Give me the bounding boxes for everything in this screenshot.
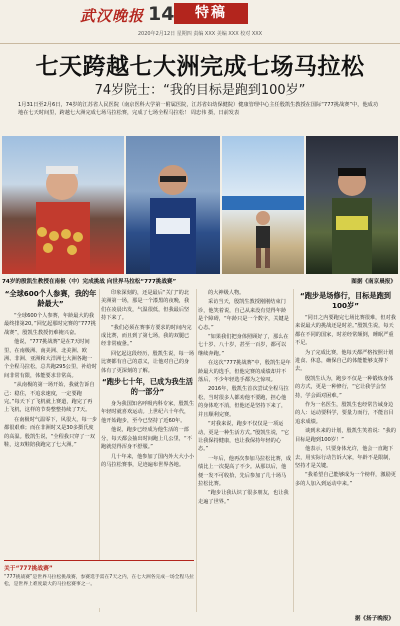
byline: 据《扬子晚报》 [354, 616, 394, 622]
paragraph: “全球600个人参赛，年龄最大的我最终排第20。”回忆起那时完赛的“777挑战赛”，殷凯生教授仍难掩兴奋。 [4, 313, 96, 336]
paragraph: 他说，“777挑战赛”是在7天时间里，在南极洲、南美洲、北美洲、欧洲、非洲、亚洲和大洋洲七大洲各跑一个全程马拉松，总共跑295公里，补给时间非常有限，体能要求非常高。 [4, 339, 97, 379]
section-label: 特稿 [174, 3, 248, 24]
headline: 七天跨越七大洲完成七场马拉松 [35, 54, 365, 80]
photo-caption: 74岁的殷凯生教授在南极（中）完成挑战 向世界马拉松“777挑战赛” [2, 279, 177, 285]
paper-name: 武汉晚报 [80, 7, 145, 25]
photo-runner-medals-illustration [2, 136, 124, 274]
sidebar-title: 关于“777挑战赛” [4, 566, 53, 572]
paragraph: “我们必须在赛事方要求的时间内完成比赛，而且到了第七场，我的双腿已经非常疲惫。” [101, 324, 192, 348]
paragraph: 作为一名医生，殷凯生也经常告诫身边的人：运动要科学，要量力而行，不能盲目追求成绩。 [295, 402, 394, 425]
photo-runner-sunglasses [126, 136, 220, 274]
paragraph: 采访当天，殷凯生教授刚刚结束门诊，他笑着说，自己从来没有觉得年龄是个障碍，“年龄只是一个数字，关键是心态。” [198, 299, 289, 331]
photo-credit: 图据《南京晨报》 [351, 279, 396, 285]
paragraph: “从南极的第一场开始，我就告诉自己：稳住，不追求速度，一定要跑完。”每天下了飞机就上赛道，跑完了再上飞机，这样的节奏整整持续了7天。 [4, 382, 95, 414]
paragraph: 回忆起这段经历，殷凯生说，每一场比赛都有自己的意义，让他对自己的身体有了更深刻的了解。 [101, 350, 194, 374]
lead-paragraph: 1月31日至2月6日，74岁的江苏省人民医院（南京医科大学第一附属医院，江苏省妇幼保健院）健康管理中心主任殷凯生教授在国际“777挑战赛”中，他成功地在七天时间里，跨越七大洲完成七场马拉松赛，完成了七场全程马拉松！ 周忠伟 摄，日前发表 [18, 102, 379, 117]
paragraph: 为了完成比赛，他每天都严格按照计划进食、休息，确保自己的体能能够支撑下去。 [295, 349, 394, 373]
paragraph: “同日之内要跑完七场比赛很难，但对我来说最大的挑战还是时差。”殷凯生说，每天都在不同的国家，时差经常颠倒，睡眠严重不足。 [295, 315, 396, 347]
column-divider [196, 289, 197, 612]
photo-runner-medals [2, 136, 124, 274]
section-subtitle: “跑步是场修行，目标是跑到100岁” [300, 291, 391, 310]
paragraph: 几十年来，他参加了国内外大大小小的马拉松赛事，足迹遍布世界各地。 [101, 453, 194, 468]
paragraph: 2016年，殷凯生首次尝试全程马拉松，当时很多人都劝他不要跑，担心他的身体吃不消，但他还是坚持下来了，并且顺利完赛。 [198, 386, 289, 418]
paragraph: 谈到未来的计划，殷凯生笑着说：“我的目标是跑到100岁！” [295, 428, 396, 443]
paragraph: “我希望自己能够成为一个榜样，激励更多的人加入到运动中来。” [295, 472, 396, 487]
paragraph: 身为我国知名呼吸内科专家，殷凯生年轻时就喜欢运动。上世纪六十年代，他开始跑步，至今已坚持了近60年。 [101, 401, 194, 424]
photo-runner-night [306, 136, 398, 274]
paragraph: “如果我们把身体照顾好了，那么在七十岁、八十岁，甚至一百岁，都可以继续奔跑。” [198, 334, 289, 357]
article-column-3 [198, 289, 291, 612]
sidebar-text: “777挑战赛”是世界马拉松挑战赛，参赛选手需在7天之内，在七大洲各完成一场全程马拉松，是世界上难度最大的马拉松赛事之一。 [4, 575, 194, 587]
header-meta: 2020年2月12日 星期四 责编 XXX 美编 XXX 校对 XXX [137, 31, 263, 37]
subheadline: 74岁院士：“我的目标是跑到100岁” [94, 83, 306, 98]
sidebar-box [4, 560, 194, 608]
paragraph: 殷凯生认为，跑步不仅是一种锻炼身体的方式，更是一种修行，“它让我学会坚持，学会面对困难。” [295, 375, 394, 399]
paragraph: 印象深刻的，还是最后“关门”的北美洲第一场，那是一个漆黑的夜晚，我们在凌晨出发，气温很低，但我最后坚持下来了。 [101, 290, 190, 322]
page-number: 14 [148, 3, 175, 25]
paragraph: “对我来说，跑步不仅仅是一项运动，更是一种生活方式。”殷凯生说，“它让我保持健康，也让我保持年轻的心态。” [198, 421, 289, 453]
section-subtitle: “全球600个人参赛，我的年龄最大” [4, 289, 97, 308]
paragraph: 他说，跑步已经成为他生活的一部分，每天都会抽出时间跑上几公里，“不跑就觉得浑身不舒服。” [101, 427, 192, 451]
paragraph: 在南极时气温零下，风很大，每一步都很艰难；而在非洲时又是30多摄氏度的高温。殷凯生说，“全程我只穿了一双鞋，这双鞋陪我跑完了七大洲。” [4, 416, 97, 449]
section-subtitle: “跑步七十年，已成为我生活的一部分” [102, 377, 193, 397]
paragraph: 在这次“777挑战赛”中，殷凯生是年龄最大的选手，但他完赛的成绩却并不落后，不少年轻选手都为之惊叹。 [198, 360, 291, 384]
article-column-4 [295, 289, 396, 612]
photo-runner-sunglasses-illustration [126, 136, 220, 274]
paragraph: 一年后，他再次参加马拉松比赛，成绩比上一次提高了不少。从那以后，他便一发不可收拾，先后参加了几十场马拉松比赛。 [198, 455, 291, 487]
paragraph: 他表示，只要身体允许，他会一直跑下去，用实际行动告诉大家，年龄不是限制，坚持才是关键。 [295, 446, 394, 469]
column-divider [293, 289, 294, 612]
photo-runner-finish [222, 136, 304, 274]
photo-runner-finish-illustration [222, 136, 304, 274]
paragraph: 的大神级人物。 [208, 290, 245, 296]
paragraph: “跑步让我认识了很多朋友，也让我走遍了世界。” [198, 490, 289, 505]
page-header [0, 0, 400, 44]
photo-runner-night-illustration [306, 136, 398, 274]
